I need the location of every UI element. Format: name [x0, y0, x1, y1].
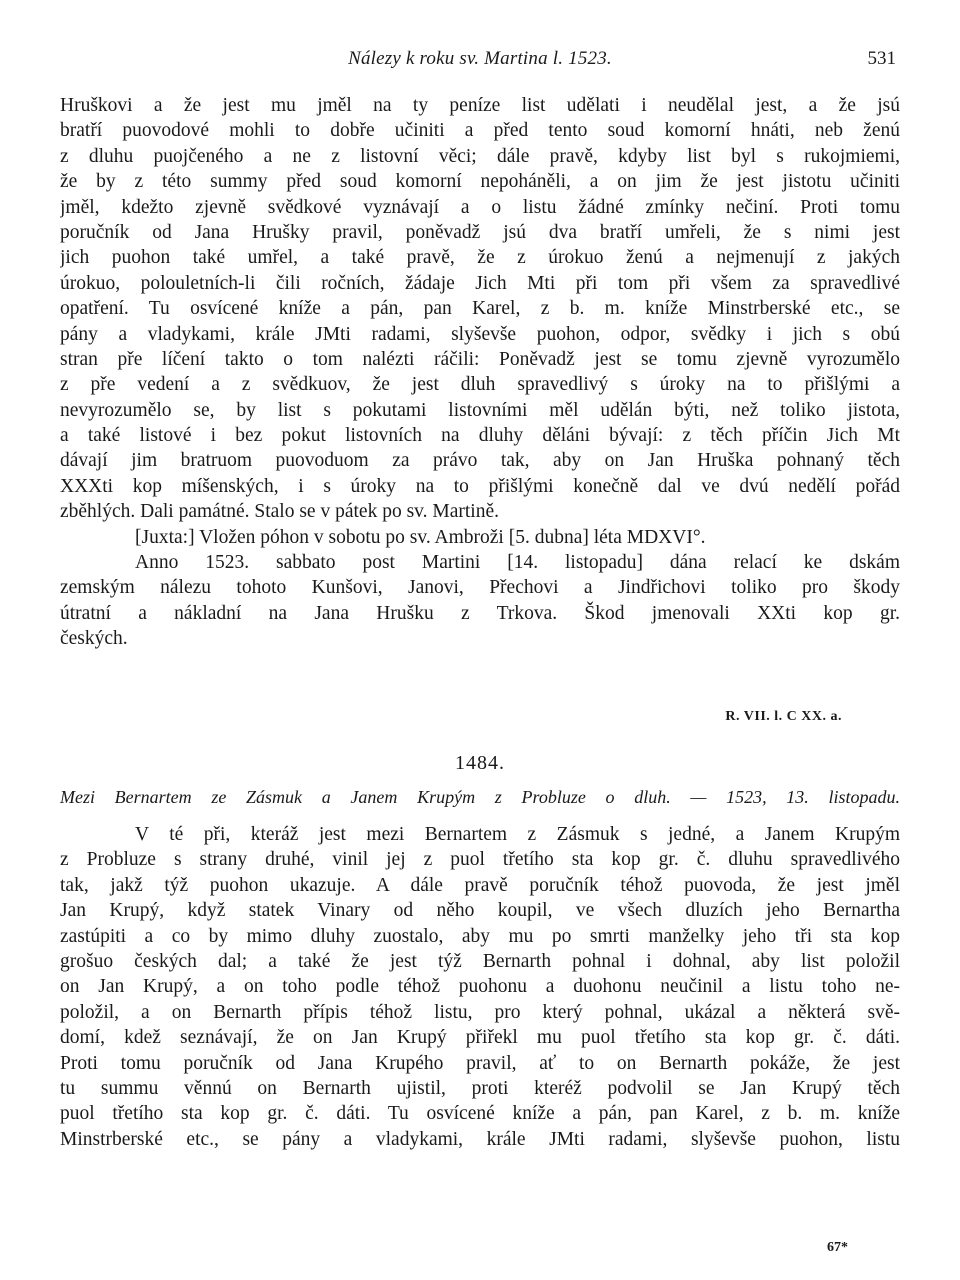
- text-line: z pře vedení a z svědkuov, že jest dluh spravedlivý s úroky na to přišlými a: [60, 374, 900, 396]
- text-line: nevyrozumělo se, by list s pokutami listovními měl udělán býti, než toliko jistota,: [60, 399, 900, 421]
- text-line: z dluhu puojčeného a ne z listovní věci; dále pravě, kdyby list byl s rukojmiemi,: [60, 145, 900, 167]
- text-line: jich puohon také umřel, a také pravě, že z úrokuo ženú a nejmenují z jakých: [60, 247, 900, 269]
- text-line: tu summu věnnú on Bernarth ujistil, proti kteréž podvolil se Jan Krupý těch: [60, 1077, 900, 1099]
- text-line: a také listové i bez pokut listovních na dluhy děláni bývají: z těch příčin Jich Mt: [60, 425, 900, 447]
- text-line: pány a vladykami, krále JMti radami, slyševše puohon, odpor, svědky i jich s obú: [60, 323, 900, 345]
- text-line: položil, a on Bernarth přípis téhož listu, pro který pohnal, ukázal a některá svě-: [60, 1001, 900, 1023]
- text-block-first: [60, 93, 900, 652]
- text-line: Jan Krupý, když statek Vinary od něho koupil, ve všech dluzích jeho Bernartha: [60, 900, 900, 922]
- text-line: z Probluze s strany druhé, vinil jej z puol třetího sta kop gr. č. dluhu spravedlivého: [60, 849, 900, 871]
- text-line: Hruškovi a že jest mu jměl na ty peníze list udělati i neudělal jest, a že jsú: [60, 95, 900, 116]
- text-line: bratří puovodové mohli to dobře učiniti a před tento soud komorní hnáti, neb ženú: [60, 120, 900, 142]
- text-line: jměl, kdežto zjevně svědkové vyznávají a o listu žádné zmínky nečiní. Proti tomu: [60, 196, 900, 218]
- text-line: on Jan Krupý, a on toho podle téhož puohonu a duohonu neučinil a listu toho ne-: [60, 976, 900, 998]
- signature-mark: 67*: [827, 1240, 848, 1255]
- text-line: českých.: [60, 628, 128, 650]
- text-line: XXXti kop míšenských, i s úroky na to přišlými konečně dal ve dvú nedělí pořád: [60, 475, 900, 497]
- text-line: úrokuo, polouletních-li čili ročních, žádaje Jich Mti při tom při všem za spravedlivé: [60, 272, 900, 294]
- text-line: že by z této summy před soud komorní nepoháněli, a on jim že jest jistotu učiniti: [60, 171, 900, 193]
- running-title: Nálezy k roku sv. Martina l. 1523.: [348, 48, 612, 69]
- text-line: stran pře líčení takto o tom nalézti ráčili: Poněvadž jest se tomu zjevně vyrozumělo: [60, 348, 900, 370]
- text-line: dávají jim bratruom puovoduom za právo tak, aby on Jan Hruška pohnaný těch: [60, 450, 900, 472]
- document-number: 1484.: [455, 752, 505, 774]
- text-line: puol třetího sta kop gr. č. dáti. Tu osvícené kníže a pán, pan Karel, z b. m. kníže: [60, 1103, 900, 1125]
- text-block-second: [60, 822, 900, 1152]
- text-line: Anno 1523. sabbato post Martini [14. listopadu] dána relací ke dskám: [135, 552, 900, 574]
- text-line: grošuo českých dal; a také že jest týž Bernarth pohnal i dohnal, aby list položil: [60, 950, 900, 972]
- text-line: Proti tomu poručník od Jana Krupého pravil, ať to on Bernarth pokáže, že jest: [60, 1052, 900, 1074]
- text-line: zemským nálezu tohoto Kunšovi, Janovi, Přechovi a Jindřichovi toliko pro škody: [60, 577, 900, 599]
- archive-reference: R. VII. l. C XX. a.: [725, 709, 842, 724]
- page-number: 531: [867, 48, 896, 69]
- text-line: Minstrberské etc., se pány a vladykami, krále JMti radami, slyševše puohon, listu: [60, 1128, 900, 1150]
- text-line: V té při, kteráž jest mezi Bernartem z Zásmuk s jedné, a Janem Krupým: [135, 824, 900, 845]
- text-line: [Juxta:] Vložen póhon v sobotu po sv. Ambroži [5. dubna] léta MDXVI°.: [135, 526, 706, 548]
- document-page: [60, 0, 900, 1280]
- text-line: opatření. Tu osvícené kníže a pán, pan Karel, z b. m. kníže Minstrberské etc., se: [60, 298, 900, 320]
- document-heading: Mezi Bernartem ze Zásmuk a Janem Krupým z Probluze o dluh. — 1523, 13. listopadu.: [60, 787, 900, 807]
- text-line: zběhlých. Dali památné. Stalo se v pátek po sv. Martině.: [60, 501, 499, 523]
- text-line: tak, jakž týž puohon ukazuje. A dále pravě poručník téhož puovoda, že jest jměl: [60, 874, 900, 896]
- text-line: domí, kdež seznávají, že on Jan Krupý přiřekl mu puol třetího sta kop gr. č. dáti.: [60, 1027, 900, 1049]
- text-line: zastúpiti a co by mimo dluhy zuostalo, aby mu po smrti manželky jeho tři sta kop: [60, 925, 900, 947]
- running-head: [60, 48, 900, 74]
- text-line: útratní a nákladní na Jana Hrušku z Trkova. Škod jmenovali XXti kop gr.: [60, 602, 900, 624]
- text-line: poručník od Jana Hrušky pravil, poněvadž jsú dva bratří umřeli, že s nimi jest: [60, 221, 900, 243]
